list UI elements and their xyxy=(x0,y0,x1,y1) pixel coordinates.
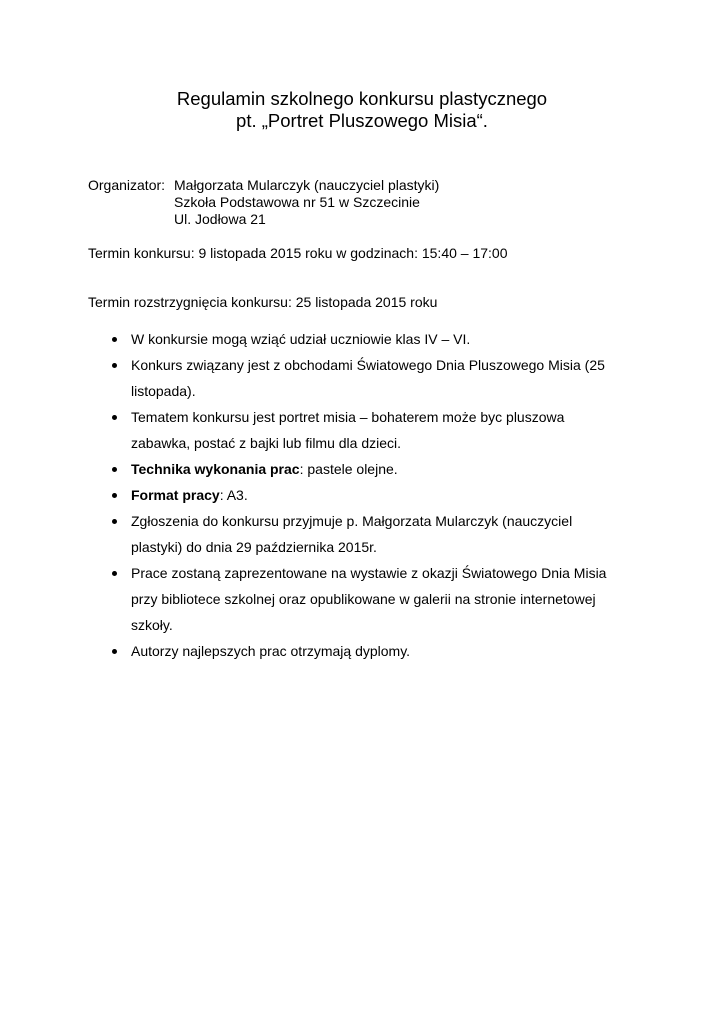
organizer-label: Organizator: xyxy=(88,177,166,193)
rule-item xyxy=(88,482,648,508)
rule-value: : A3. xyxy=(219,487,248,503)
rule-value: : pastele olejne. xyxy=(299,461,398,477)
title-line-1: Regulamin szkolnego konkursu plastycznego xyxy=(176,88,548,109)
rule-text-line: Autorzy najlepszych prac otrzymają dyplomy. xyxy=(131,643,411,659)
bullet-icon xyxy=(112,467,117,472)
rule-text xyxy=(131,456,648,482)
results-date: Termin rozstrzygnięcia konkursu: 25 listopada 2015 roku xyxy=(88,294,438,310)
bullet-icon xyxy=(112,337,117,342)
rule-bold-label: Technika wykonania prac xyxy=(131,461,300,477)
bullet-icon xyxy=(112,415,117,420)
rule-item xyxy=(88,456,648,482)
rule-text-line: W konkursie mogą wziąć udział uczniowie klas IV – VI. xyxy=(131,331,471,347)
organizer-address: Ul. Jodłowa 21 xyxy=(174,211,266,227)
bullet-icon xyxy=(112,571,117,576)
rule-text xyxy=(131,482,648,508)
title-line-2: pt. „Portret Pluszowego Misia“. xyxy=(236,110,488,131)
rule-text-line: szkoły. xyxy=(131,617,173,633)
document-title xyxy=(0,88,724,132)
bullet-icon xyxy=(112,363,117,368)
organizer-block xyxy=(88,177,439,228)
rule-item xyxy=(88,404,648,456)
rule-item xyxy=(88,638,648,664)
rule-text-line: Tematem konkursu jest portret misia – bohaterem może byc pluszowa xyxy=(131,409,565,425)
bullet-icon xyxy=(112,493,117,498)
rule-item xyxy=(88,326,648,352)
rule-text-line: Zgłoszenia do konkursu przyjmuje p. Małgorzata Mularczyk (nauczyciel xyxy=(131,513,573,529)
rule-item xyxy=(88,560,648,638)
bullet-icon xyxy=(112,649,117,654)
organizer-name: Małgorzata Mularczyk (nauczyciel plastyki) xyxy=(174,177,440,193)
bullet-icon xyxy=(112,519,117,524)
rule-text-line: Prace zostaną zaprezentowane na wystawie z okazji Światowego Dnia Misia xyxy=(131,565,607,581)
rule-bold-label: Format pracy xyxy=(131,487,220,503)
rule-text-line: zabawka, postać z bajki lub filmu dla dzieci. xyxy=(131,435,402,451)
rule-text-line: listopada). xyxy=(131,383,196,399)
rule-text-line: przy bibliotece szkolnej oraz opublikowane w galerii na stronie internetowej xyxy=(131,591,596,607)
contest-date: Termin konkursu: 9 listopada 2015 roku w godzinach: 15:40 – 17:00 xyxy=(88,245,508,261)
rule-text-line: Konkurs związany jest z obchodami Światowego Dnia Pluszowego Misia (25 xyxy=(131,357,605,373)
rule-item xyxy=(88,352,648,404)
rules-list xyxy=(88,326,648,664)
rule-item xyxy=(88,508,648,560)
organizer-school: Szkoła Podstawowa nr 51 w Szczecinie xyxy=(174,194,420,210)
rule-text-line: plastyki) do dnia 29 października 2015r. xyxy=(131,539,377,555)
